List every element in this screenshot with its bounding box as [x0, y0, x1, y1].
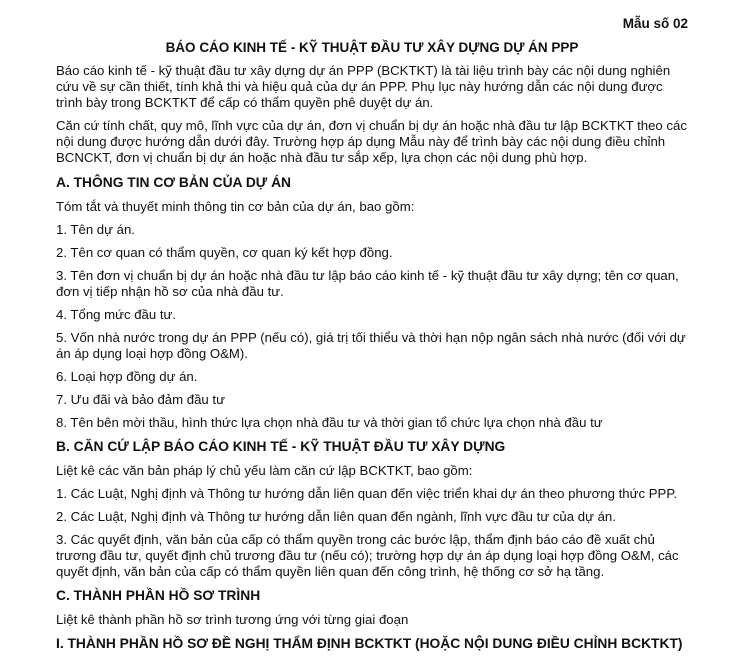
list-item: 2. Các Luật, Nghị định và Thông tư hướng dẫn liên quan đến ngành, lĩnh vực đầu tư của dự án.	[56, 509, 616, 524]
list-item: 3. Các quyết định, văn bản của cấp có thẩm quyền trong các bước lập, thẩm định báo cáo đề xuất chủ trương đầu tư, quyết định chủ trương đầu tư (nếu có); trường hợp dự án áp dụng loại hợp đồng O&M, các quyết định, văn bản của cấp có thẩm quyền liên quan đến công trình, hệ thống cơ sở hạ tầng.	[56, 532, 679, 579]
list-item: 5. Vốn nhà nước trong dự án PPP (nếu có), giá trị tối thiểu và thời hạn nộp ngân sách nhà nước (đối với dự án áp dụng loại hợp đồng O&M).	[56, 330, 686, 361]
list-item: 7. Ưu đãi và bảo đảm đầu tư	[56, 392, 225, 407]
section-b-heading: B. CĂN CỨ LẬP BÁO CÁO KINH TẾ - KỸ THUẬT ĐẦU TƯ XÂY DỰNG	[56, 439, 506, 454]
list-item: 1. Các Luật, Nghị định và Thông tư hướng dẫn liên quan đến việc triển khai dự án theo phương thức PPP.	[56, 486, 678, 501]
intro-paragraph-2: Căn cứ tính chất, quy mô, lĩnh vực của dự án, đơn vị chuẩn bị dự án hoặc nhà đầu tư lập BCKTKT theo các nội dung được hướng dẫn dưới đây. Trường hợp áp dụng Mẫu này để trình bày các nội dung điều chỉnh BCNCKT, đơn vị chuẩn bị dự án hoặc nhà đầu tư sắp xếp, lựa chọn các nội dung phù hợp.	[56, 118, 687, 165]
section-c-heading: C. THÀNH PHẦN HỒ SƠ TRÌNH	[56, 588, 261, 603]
document-title: BÁO CÁO KINH TẾ - KỸ THUẬT ĐẦU TƯ XÂY DỰNG DỰ ÁN PPP	[165, 40, 579, 55]
section-b-lead: Liệt kê các văn bản pháp lý chủ yếu làm căn cứ lập BCKTKT, bao gồm:	[56, 463, 473, 478]
list-item: 2. Tên cơ quan có thẩm quyền, cơ quan ký kết hợp đồng.	[56, 245, 393, 260]
list-item: 4. Tổng mức đầu tư.	[56, 307, 177, 322]
list-item: 8. Tên bên mời thầu, hình thức lựa chọn nhà đầu tư và thời gian tổ chức lựa chọn nhà đầu tư	[56, 415, 603, 430]
section-a-lead: Tóm tắt và thuyết minh thông tin cơ bản của dự án, bao gồm:	[56, 199, 415, 214]
list-item: 6. Loại hợp đồng dự án.	[56, 369, 198, 384]
list-item: 1. Tên dự án.	[56, 222, 135, 237]
form-number: Mẫu số 02	[622, 16, 688, 31]
list-item: 3. Tên đơn vị chuẩn bị dự án hoặc nhà đầu tư lập báo cáo kinh tế - kỹ thuật đầu tư xây dựng; tên cơ quan, đơn vị tiếp nhận hồ sơ của nhà đầu tư.	[56, 268, 679, 299]
intro-paragraph-1: Báo cáo kinh tế - kỹ thuật đầu tư xây dựng dự án PPP (BCKTKT) là tài liệu trình bày các nội dung nghiên cứu về sự cần thiết, tính khả thi và hiệu quả của dự án PPP. Phụ lục này hướng dẫn các nội dung được trình bày trong BCKTKT để cấp có thẩm quyền phê duyệt dự án.	[56, 63, 671, 110]
section-a-heading: A. THÔNG TIN CƠ BẢN CỦA DỰ ÁN	[56, 175, 292, 190]
section-c-lead: Liệt kê thành phần hồ sơ trình tương ứng với từng giai đoạn	[56, 612, 409, 627]
section-c-sub-heading: I. THÀNH PHẦN HỒ SƠ ĐỀ NGHỊ THẨM ĐỊNH BCKTKT (HOẶC NỘI DUNG ĐIỀU CHỈNH BCKTKT)	[56, 636, 683, 651]
document-body	[56, 63, 688, 660]
